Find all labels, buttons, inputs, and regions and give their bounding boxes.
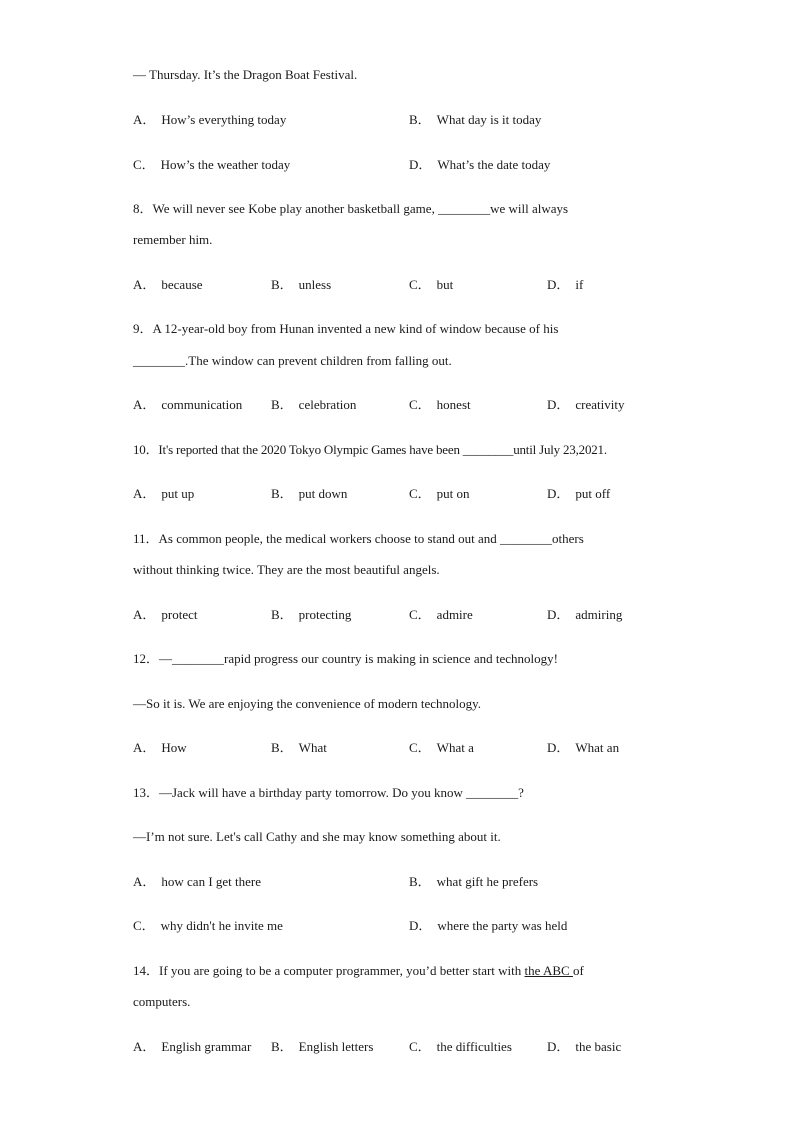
- q11-stem-line1: 11．As common people, the medical workers choose to stand out and ________others: [133, 531, 584, 546]
- q12-option-c[interactable]: C． What a: [409, 740, 474, 755]
- q9-option-a[interactable]: A． communication: [133, 397, 243, 412]
- q11-option-d[interactable]: D． admiring: [547, 607, 623, 622]
- q11-option-c[interactable]: C． admire: [409, 607, 473, 622]
- q9-stem-line2: ________.The window can prevent children from falling out.: [133, 353, 452, 368]
- q14-option-a[interactable]: A． English grammar: [133, 1039, 252, 1054]
- q8-option-b[interactable]: B． unless: [271, 277, 332, 292]
- q7-option-b[interactable]: B． What day is it today: [409, 112, 542, 127]
- q7-option-c[interactable]: C． How’s the weather today: [133, 157, 291, 172]
- q14-underlined-phrase: the ABC: [524, 963, 573, 978]
- q14-option-b[interactable]: B． English letters: [271, 1039, 374, 1054]
- q7-option-a[interactable]: A． How’s everything today: [133, 112, 287, 127]
- q7-answer-line: — Thursday. It’s the Dragon Boat Festival.: [133, 67, 358, 82]
- q10-option-a[interactable]: A． put up: [133, 486, 195, 501]
- q12-stem-line2: —So it is. We are enjoying the convenience of modern technology.: [133, 696, 482, 711]
- q12-stem-line1: 12．—________rapid progress our country is making in science and technology!: [133, 651, 558, 666]
- q13-stem-line2: —I’m not sure. Let's call Cathy and she may know something about it.: [133, 829, 501, 844]
- q8-option-c[interactable]: C． but: [409, 277, 454, 292]
- q13-option-d[interactable]: D． where the party was held: [409, 918, 568, 933]
- q10-option-d[interactable]: D． put off: [547, 486, 611, 501]
- q10-option-c[interactable]: C． put on: [409, 486, 470, 501]
- q10-option-b[interactable]: B． put down: [271, 486, 348, 501]
- q7-option-d[interactable]: D． What’s the date today: [409, 157, 551, 172]
- q9-option-d[interactable]: D． creativity: [547, 397, 625, 412]
- q14-option-c[interactable]: C． the difficulties: [409, 1039, 512, 1054]
- q12-option-d[interactable]: D． What an: [547, 740, 620, 755]
- q11-stem-line2: without thinking twice. They are the most beautiful angels.: [133, 562, 440, 577]
- q13-option-c[interactable]: C． why didn't he invite me: [133, 918, 283, 933]
- q12-option-a[interactable]: A． How: [133, 740, 187, 755]
- q13-option-a[interactable]: A． how can I get there: [133, 874, 262, 889]
- q8-stem-line1: 8．We will never see Kobe play another basketball game, ________we will always: [133, 201, 569, 216]
- q11-option-b[interactable]: B． protecting: [271, 607, 352, 622]
- q8-option-a[interactable]: A． because: [133, 277, 203, 292]
- q8-stem-line2: remember him.: [133, 232, 213, 247]
- q13-stem-line1: 13．—Jack will have a birthday party tomorrow. Do you know ________?: [133, 785, 524, 800]
- q10-stem-line1: 10．It's reported that the 2020 Tokyo Olympic Games have been ________until July 23,2021.: [133, 442, 607, 457]
- q8-option-d[interactable]: D． if: [547, 277, 584, 292]
- q11-option-a[interactable]: A． protect: [133, 607, 198, 622]
- q14-stem-line1: 14．If you are going to be a computer programmer, you’d better start with the ABC of: [133, 963, 584, 978]
- q9-stem-line1: 9．A 12-year-old boy from Hunan invented a new kind of window because of his: [133, 321, 559, 336]
- q14-option-d[interactable]: D． the basic: [547, 1039, 622, 1054]
- q9-option-b[interactable]: B． celebration: [271, 397, 357, 412]
- q9-option-c[interactable]: C． honest: [409, 397, 471, 412]
- q14-stem-line2: computers.: [133, 994, 191, 1009]
- q12-option-b[interactable]: B． What: [271, 740, 327, 755]
- q13-option-b[interactable]: B． what gift he prefers: [409, 874, 539, 889]
